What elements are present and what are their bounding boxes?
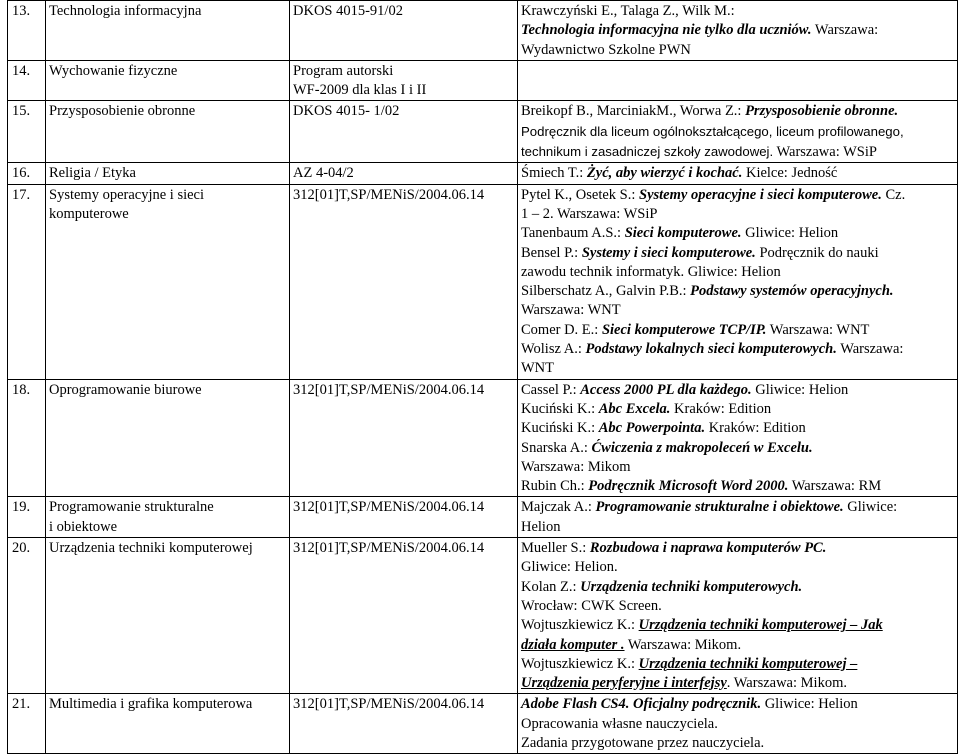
book-text-segment: . Warszawa: Mikom. [726,675,847,692]
book-text-segment: Helion [521,518,561,535]
row-number: 18. [8,379,46,497]
book-text-segment: Technologia informacyjna nie tylko dla uczniów. [521,22,812,39]
book-text-segment: Kolan Z.: [521,578,581,595]
book-text-segment: Breikopf B., MarciniakM., Worwa Z.: [521,103,746,120]
book-text-segment: Podstawy systemów operacyjnych. [690,283,894,300]
book-text-segment: 1 – 2. Warszawa: WSiP [521,205,658,222]
book-text-segment: zawodu technik informatyk. Gliwice: Helion [521,263,781,280]
book-line [521,263,954,282]
book-line [521,41,954,60]
book-line [521,458,954,477]
books-cell [518,1,958,61]
book-text-segment: Silberschatz A., Galvin P.B.: [521,283,691,300]
book-text-segment: Wrocław: CWK Screen. [521,597,662,614]
book-text-segment: Podręcznik dla liceum ogólnokształcącego, liceum profilowanego, [521,123,904,139]
book-line [521,205,954,224]
book-text-segment: Cassel P.: [521,381,581,398]
book-text-segment: Kielce: Jedność [742,165,838,182]
program-cell: DKOS 4015-91/02 [290,1,518,61]
program-cell: 312[01]T,SP/MENiS/2004.06.14 [290,538,518,694]
book-line [521,695,954,714]
book-line [521,21,954,40]
book-text-segment: Rubin Ch.: [521,478,589,495]
table-row [8,694,958,754]
book-line [521,301,954,320]
books-cell [518,538,958,694]
book-text-segment: Warszawa: WNT [766,321,870,338]
book-text-segment: Gliwice: Helion. [521,559,618,576]
book-text-segment: Sieci komputerowe. [624,225,742,242]
curriculum-table-body [8,1,958,754]
book-line [521,381,954,400]
book-line [521,2,954,21]
row-number: 19. [8,497,46,538]
book-text-segment: Żyć, aby wierzyć i kochać. [586,165,743,182]
book-text-segment: WNT [521,360,555,377]
book-line [521,674,954,693]
book-line [521,102,954,121]
book-text-segment: Access 2000 PL dla każdego. [580,381,752,398]
row-number: 15. [8,101,46,163]
book-line [521,122,954,142]
book-line [521,400,954,419]
book-text-segment: Warszawa: WSiP [773,144,877,161]
book-text-segment: Cz. [881,186,906,203]
book-text-segment: Abc Powerpointa. [598,420,706,437]
book-line [521,518,954,537]
book-text-segment: Pytel K., Osetek S.: [521,186,640,203]
book-line [521,244,954,263]
table-row [8,379,958,497]
program-cell: DKOS 4015- 1/02 [290,101,518,163]
books-cell [518,497,958,538]
book-text-segment: Gliwice: Helion [741,225,839,242]
book-text-segment: Krawczyński E., Talaga Z., Wilk M.: [521,3,735,19]
book-text-segment: Wojtuszkiewicz K.: [521,655,639,672]
program-cell: AZ 4-04/2 [290,163,518,184]
row-number: 17. [8,184,46,379]
book-line [521,655,954,674]
book-text-segment: Gliwice: Helion [761,696,858,713]
book-text-segment: Wolisz A.: [521,341,586,358]
book-line [521,578,954,597]
program-cell: 312[01]T,SP/MENiS/2004.06.14 [290,694,518,754]
subject-cell [46,497,290,538]
table-row [8,163,958,184]
books-cell [518,694,958,754]
book-line [521,597,954,616]
program-cell: 312[01]T,SP/MENiS/2004.06.14 [290,379,518,497]
subject-line: i obiektowe [49,518,118,535]
books-cell [518,60,958,101]
book-line [521,636,954,655]
book-text-segment: Bensel P.: [521,244,582,261]
book-text-segment: Warszawa: WNT [521,302,621,319]
book-line [521,142,954,162]
book-line [521,321,954,340]
book-text-segment: Rozbudowa i naprawa komputerów PC. [589,540,827,557]
row-number: 21. [8,694,46,754]
books-cell [518,163,958,184]
book-line [521,715,954,734]
program-cell: 312[01]T,SP/MENiS/2004.06.14 [290,497,518,538]
book-text-segment: Gliwice: Helion [751,381,849,398]
program-cell: 312[01]T,SP/MENiS/2004.06.14 [290,184,518,379]
book-line [521,164,954,183]
subject-line: Programowanie strukturalne [49,499,214,516]
subject-cell: Oprogramowanie biurowe [46,379,290,497]
book-line [521,439,954,458]
book-text-segment: Warszawa: [811,22,879,39]
program-line: Program autorski [293,62,394,79]
book-text-segment: Adobe Flash CS4. Oficjalny podręcznik. [521,696,762,713]
book-text-segment: Podręcznik Microsoft Word 2000. [588,478,789,495]
subject-cell: Przysposobienie obronne [46,101,290,163]
book-text-segment: Przysposobienie obronne. [745,103,899,120]
book-text-segment: Kuciński K.: [521,400,599,417]
book-text-segment: Kuciński K.: [521,420,599,437]
book-line [521,734,954,753]
book-line [521,340,954,359]
book-text-segment: Systemy i sieci komputerowe. [581,244,756,261]
subject-cell: Religia / Etyka [46,163,290,184]
subject-cell: Technologia informacyjna [46,1,290,61]
book-line [521,558,954,577]
table-row [8,184,958,379]
book-text-segment: Wojtuszkiewicz K.: [521,617,639,634]
subject-cell [46,184,290,379]
book-text-segment: Programowanie strukturalne i obiektowe. [595,499,844,516]
book-text-segment: Urządzenia techniki komputerowej – [638,655,858,672]
table-row [8,1,958,61]
book-text-segment: Podstawy lokalnych sieci komputerowych. [585,341,837,358]
book-text-segment: Urządzenia peryferyjne i interfejsy [521,675,727,692]
book-text-segment: Warszawa: Mikom. [624,636,742,653]
program-cell [290,60,518,101]
program-line: WF-2009 dla klas I i II [293,82,427,99]
row-number: 16. [8,163,46,184]
books-cell [518,379,958,497]
book-text-segment: Gliwice: [843,499,898,516]
book-text-segment: Comer D. E.: [521,321,602,338]
book-line [521,539,954,558]
book-text-segment: Tanenbaum A.S.: [521,225,625,242]
subject-cell: Multimedia i grafika komputerowa [46,694,290,754]
book-text-segment: Majczak A.: [521,499,596,516]
book-line [521,498,954,517]
curriculum-table [7,0,958,754]
book-text-segment: Systemy operacyjne i sieci komputerowe. [639,186,882,203]
book-line [521,282,954,301]
subject-line: komputerowe [49,205,129,222]
row-number: 14. [8,60,46,101]
book-line [521,616,954,635]
book-text-segment: Kraków: Edition [705,420,806,437]
table-row [8,497,958,538]
book-line [521,186,954,205]
book-text-segment: Opracowania własne nauczyciela. [521,715,718,732]
book-text-segment: Warszawa: RM [788,478,882,495]
book-text-segment: Wydawnictwo Szkolne PWN [521,41,691,58]
books-cell [518,184,958,379]
book-text-segment: Podręcznik do nauki [755,244,879,261]
table-row [8,60,958,101]
book-line [521,419,954,438]
book-text-segment: Sieci komputerowe TCP/IP. [601,321,767,338]
book-text-segment: Snarska A.: [521,439,592,456]
subject-cell: Urządzenia techniki komputerowej [46,538,290,694]
book-text-segment: Śmiech T.: [521,165,587,182]
book-text-segment: Ćwiczenia z makropoleceń w Excelu. [591,439,813,456]
book-line [521,224,954,243]
row-number: 20. [8,538,46,694]
row-number: 13. [8,1,46,61]
subject-line: Systemy operacyjne i sieci [49,186,205,203]
subject-cell: Wychowanie fizyczne [46,60,290,101]
book-text-segment: technikum i zasadniczej szkoły zawodowej. [521,144,774,160]
book-text-segment: Warszawa: [836,341,904,358]
table-row [8,101,958,163]
book-line [521,359,954,378]
table-row [8,538,958,694]
book-text-segment: Abc Excela. [598,400,671,417]
book-text-segment: Warszawa: Mikom [521,458,631,475]
book-text-segment: Mueller S.: [521,540,590,557]
book-text-segment: Zadania przygotowane przez nauczyciela. [521,734,765,751]
book-text-segment: Urządzenia techniki komputerowych. [580,578,803,595]
book-text-segment: Kraków: Edition [670,400,772,417]
books-cell [518,101,958,163]
book-text-segment: Urządzenia techniki komputerowej – Jak [638,617,883,634]
book-line [521,477,954,496]
book-text-segment: działa komputer . [521,636,625,653]
